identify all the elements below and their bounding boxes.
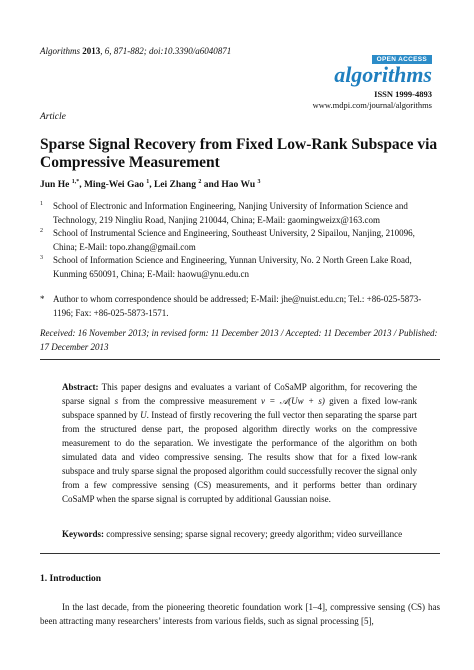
divider-top (40, 359, 440, 360)
author-name: Lei Zhang (153, 180, 196, 190)
keywords-label: Keywords: (62, 529, 104, 539)
author-affil: 1 (146, 178, 150, 185)
author-list: Jun He $^{1,*}$, Ming-Wei Gao $^1$, Lei Zhang $^2$ and Hao Wu $^3$ (40, 178, 261, 190)
abstract-var-u: U (140, 410, 147, 420)
affiliation (40, 226, 440, 254)
divider-bottom (40, 553, 440, 554)
abstract (62, 380, 417, 506)
citation-line (40, 46, 231, 56)
keywords (62, 527, 417, 541)
body-paragraph: In the last decade, from the pioneering theoretic foundation work [1–4], compressive sensing (CS) has been attracting many researchers’ interests from various fields, such as signal processing [5], (40, 602, 440, 626)
article-type: Article (40, 112, 66, 122)
abstract-text: from the compressive measurement (118, 396, 262, 406)
correspondence-text: Author to whom correspondence should be addressed; E-Mail: jhe@nuist.edu.cn; Tel.: +86-025-5873-1196; Fax: +86-025-5873-1571. (53, 294, 422, 318)
abstract-var-s: s (114, 396, 119, 406)
issn: ISSN 1999-4893 (374, 89, 432, 99)
correspondence (40, 292, 440, 320)
affiliation (40, 199, 440, 227)
correspondence-star: * (40, 294, 45, 304)
affiliation-number: 1 (40, 201, 43, 207)
author-affil: 1,* (71, 178, 80, 185)
affiliation (40, 253, 440, 281)
affiliation-text: School of Information Science and Engineering, Yunnan University, No. 2 North Green Lake Road, Kunming 650091, China; E-Mail: haowu@ynu.edu.cn (53, 255, 412, 279)
author-name: Hao Wu (221, 180, 256, 190)
citation-year: 2013 (82, 46, 101, 56)
keywords-text: compressive sensing; sparse signal recovery; greedy algorithm; video surveillance (104, 529, 403, 539)
publication-dates: Received: 16 November 2013; in revised form: 11 December 2013 / Accepted: 11 December 2013 / Published: 17 December 2013 (40, 328, 438, 352)
journal-url[interactable]: www.mdpi.com/journal/algorithms (312, 100, 432, 110)
citation-journal: Algorithms (40, 46, 81, 56)
abstract-label: Abstract: (62, 382, 99, 392)
author-affil: 3 (257, 178, 261, 185)
abstract-equation: v = 𝒜(Uw + s) (261, 396, 325, 406)
author-affil: 2 (198, 178, 202, 185)
affiliation-number: 2 (40, 228, 43, 234)
abstract-text: . Instead of firstly recovering the full vector then separating the sparse part from the structured dense part, the proposed algorithm directly works on the compressive measurement to do the separation. We investigate the performance of the algorithm on both simulated data and video compressive sensing. The results show that for a fixed low-rank subspace and truly sparse signal the proposed algorithm could successfully recover the signal only from a few compressive sensing (CS) measurements, and it performs better than ordinary CoSaMP when the sparse signal is corrupted by additional Gaussian noise. (62, 410, 417, 504)
citation-rest: , 6, 871-882; doi:10.3390/a6040871 (100, 46, 232, 56)
abstract-text: given a fixed low-rank subspace spanned by (62, 396, 417, 420)
section-heading: 1. Introduction (40, 574, 102, 584)
author-name: Ming-Wei Gao (83, 180, 144, 190)
affiliation-text: School of Electronic and Information Engineering, Nanjing University of Information Science and Technology, 219 Ningliu Road, Nanjing 210044, China; E-Mail: gaomingweizx@163.com (53, 201, 408, 225)
open-access-badge: OPEN ACCESS (372, 55, 432, 64)
paper-title: Sparse Signal Recovery from Fixed Low-Rank Subspace via Compressive Measurement (40, 136, 438, 171)
affiliation-number: 3 (40, 255, 43, 261)
author-name: Jun He (40, 180, 70, 190)
journal-logo: algorithms (334, 62, 432, 87)
abstract-text: This paper designs and evaluates a variant of CoSaMP algorithm, for recovering the sparse signal (62, 382, 417, 406)
affiliation-text: School of Instrumental Science and Engineering, Southeast University, 2 Sipailou, Nanjing, 210096, China; E-Mail: topo.zhang@gmail.com (53, 228, 415, 252)
